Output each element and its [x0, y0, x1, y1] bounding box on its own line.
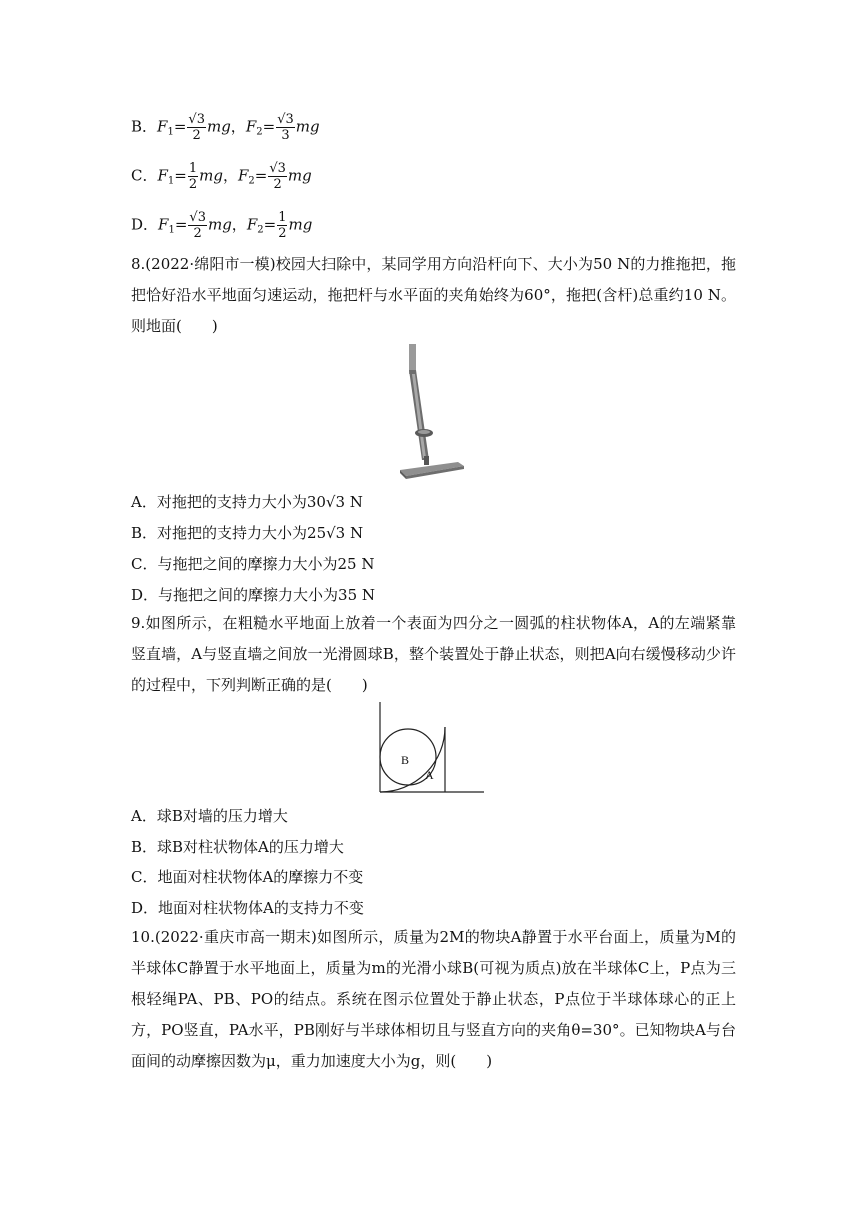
fraction: $\frac{1}{2}$: [188, 161, 198, 192]
q8-stem: 8.(2022·绵阳市一模)校园大扫除中，某同学用方向沿杆向下、大小为50 N的力推拖把，拖把恰好沿水平地面匀速运动，拖把杆与水平面的夹角始终为60°，拖把(含杆)总重约10 N。则地面( ): [131, 255, 736, 335]
q9-stem: 9.如图所示，在粗糙水平地面上放着一个表面为四分之一圆弧的柱状物体A，A的左端紧靠竖直墙，A与竖直墙之间放一光滑圆球B，整个装置处于静止状态，则把A向右缓慢移动少许的过程中，下列判断正确的是( ): [131, 614, 736, 694]
mop-figure: [396, 340, 466, 480]
q9-option-a: A．球B对墙的压力增大: [131, 807, 288, 825]
q8-option-d: D．与拖把之间的摩擦力大小为35 N: [131, 586, 376, 604]
fraction: $\frac{√3}{2}$: [188, 112, 205, 143]
ball-block-figure: [374, 700, 486, 796]
fraction: $\frac{√3}{2}$: [189, 210, 206, 241]
q7-option-d: D．$F_1=$ $\frac{√3}{2}$ mg，$F_2=$ $\frac{1}{2}$ mg: [131, 210, 313, 241]
q7-option-b: B．$F_1=$ $\frac{√3}{2}$ mg，$F_2=$ $\frac{√3}{3}$ mg: [131, 112, 320, 143]
q10-stem: 10.(2022·重庆市高一期末)如图所示，质量为2M的物块A静置于水平台面上，质量为M的半球体C静置于水平地面上，质量为m的光滑小球B(可视为质点)放在半球体C上，P点为三根轻绳PA、PB、PO的结点。系统在图示位置处于静止状态，P点位于半球体球心的正上方，PO竖直，PA水平，PB刚好与半球体相切且与竖直方向的夹角θ=30°。已知物块A与台面间的动摩擦因数为μ，重力加速度大小为g，则( ): [131, 928, 736, 1070]
q8-option-b: B．对拖把的支持力大小为25√3 N: [131, 524, 364, 542]
q9-option-c: C．地面对柱状物体A的摩擦力不变: [131, 868, 364, 886]
fraction: $\frac{√3}{3}$: [277, 112, 294, 143]
q8-option-a: A．对拖把的支持力大小为30√3 N: [131, 493, 363, 511]
fraction: $\frac{1}{2}$: [278, 210, 287, 241]
q9-option-b: B．球B对柱状物体A的压力增大: [131, 838, 344, 856]
ball-label: B: [401, 753, 410, 767]
fraction: $\frac{√3}{2}$: [269, 161, 286, 192]
q8-option-c: C．与拖把之间的摩擦力大小为25 N: [131, 555, 375, 573]
q9-option-d: D．地面对柱状物体A的支持力不变: [131, 899, 364, 917]
block-label: A: [425, 768, 434, 782]
q7-option-c: C．$F_1=$ $\frac{1}{2}$ mg，$F_2=$ $\frac{√3}{2}$ mg: [131, 161, 312, 192]
